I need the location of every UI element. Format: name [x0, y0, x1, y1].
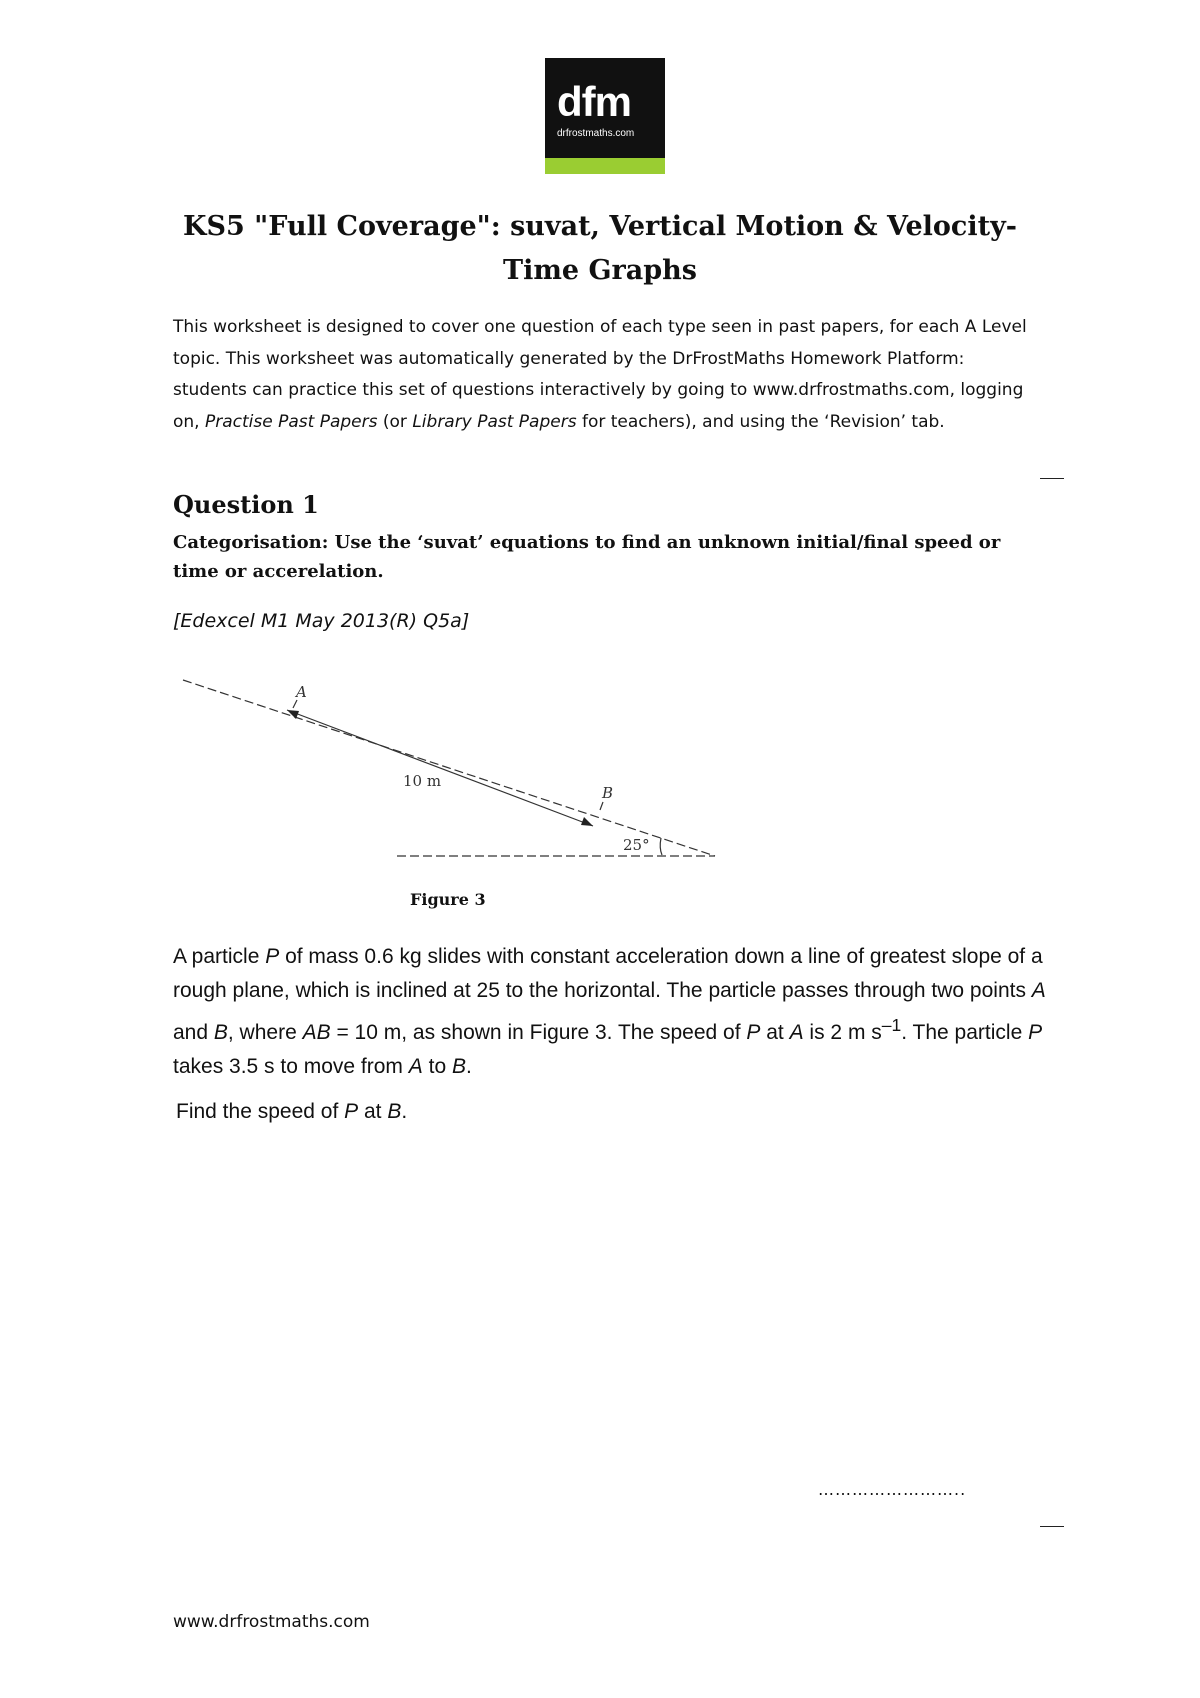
- var-b: B: [451, 1055, 466, 1078]
- unit-exponent: –1: [881, 1015, 902, 1035]
- figure-distance-label: 10 m: [403, 772, 442, 790]
- figure-caption: Figure 3: [410, 890, 486, 909]
- angle-arc: [660, 838, 662, 855]
- task-text-segment: at: [358, 1100, 388, 1123]
- intro-part-3: for teachers), and using the ‘Revision’ tab.: [576, 411, 945, 432]
- question-heading: Question 1: [173, 490, 319, 519]
- var-b: B: [213, 1021, 228, 1044]
- problem-text: [173, 940, 1053, 1084]
- intro-past-papers-2: Past Papers: [477, 411, 577, 432]
- answer-line: ……………………..: [818, 1480, 967, 1499]
- problem-text-segment: . The particle: [901, 1021, 1029, 1044]
- problem-text-segment: to: [422, 1055, 452, 1078]
- logo-url: drfrostmaths.com: [557, 128, 635, 139]
- intro-past-papers-1: Past Papers: [278, 411, 378, 432]
- intro-paragraph: [173, 312, 1043, 438]
- title-line-1: KS5 "Full Coverage": suvat, Vertical Motion & Velocity-: [183, 211, 1017, 242]
- divider-top: [1040, 478, 1064, 479]
- intro-practise: Practise: [204, 411, 273, 432]
- problem-text-segment: .: [465, 1055, 472, 1078]
- tick-a: [293, 700, 297, 708]
- var-a: A: [1031, 979, 1046, 1002]
- problem-text-segment: = 10 m, as shown in Figure 3. The speed of: [330, 1021, 747, 1044]
- inclined-plane-figure: [175, 668, 735, 918]
- var-a: A: [789, 1021, 804, 1044]
- task-text-segment: .: [401, 1100, 408, 1123]
- dfm-logo: [545, 58, 665, 174]
- divider-bottom: [1040, 1526, 1064, 1527]
- logo-stripe: [545, 158, 665, 174]
- figure-angle-label: 25°: [623, 836, 650, 854]
- problem-text-segment: , where: [227, 1021, 303, 1044]
- tick-b: [600, 802, 603, 810]
- logo-mark: dfm: [557, 78, 631, 125]
- figure-label-a: A: [296, 683, 307, 701]
- problem-text-segment: of mass 0.6 kg slides with constant acceleration down a line of greatest slope of a rough plane, which is inclined at 25 to the horizontal. The particle passes through two points: [173, 945, 1043, 1002]
- figure-label-b: B: [602, 784, 614, 802]
- incline-line: [183, 680, 715, 856]
- intro-library: Library: [412, 411, 472, 432]
- var-b: B: [387, 1100, 402, 1123]
- intro-part-1: This worksheet is designed to cover one question of each type seen in past papers, for each A Level topic. This worksheet was automatically generated by the DrFrostMaths Homework Platform: students can practice this set of questions interactively by going to www.drfrostmaths.com, logging on,: [173, 317, 1027, 432]
- distance-line: [287, 710, 593, 826]
- problem-text-segment: and: [173, 1021, 214, 1044]
- task-text: [176, 1100, 407, 1124]
- problem-text-segment: at: [760, 1021, 790, 1044]
- var-p: P: [1028, 1021, 1043, 1044]
- problem-text-segment: A particle: [173, 945, 266, 968]
- worksheet-title: [150, 205, 1050, 293]
- var-a: A: [408, 1055, 423, 1078]
- var-p: P: [746, 1021, 761, 1044]
- question-source: [Edexcel M1 May 2013(R) Q5a]: [173, 610, 470, 632]
- var-p: P: [344, 1100, 359, 1123]
- var-p: P: [265, 945, 280, 968]
- arrow-head-b: [581, 817, 593, 826]
- task-text-segment: Find the speed of: [176, 1100, 345, 1123]
- var-ab: AB: [302, 1021, 331, 1044]
- question-categorisation: Categorisation: Use the ‘suvat’ equations to find an unknown initial/final speed or time or accerelation.: [173, 532, 1001, 582]
- title-line-2: Time Graphs: [503, 255, 697, 286]
- intro-part-2: (or: [377, 411, 413, 432]
- footer-url: www.drfrostmaths.com: [173, 1612, 370, 1632]
- problem-text-segment: is 2 m s: [803, 1021, 882, 1044]
- problem-text-segment: takes 3.5 s to move from: [173, 1055, 409, 1078]
